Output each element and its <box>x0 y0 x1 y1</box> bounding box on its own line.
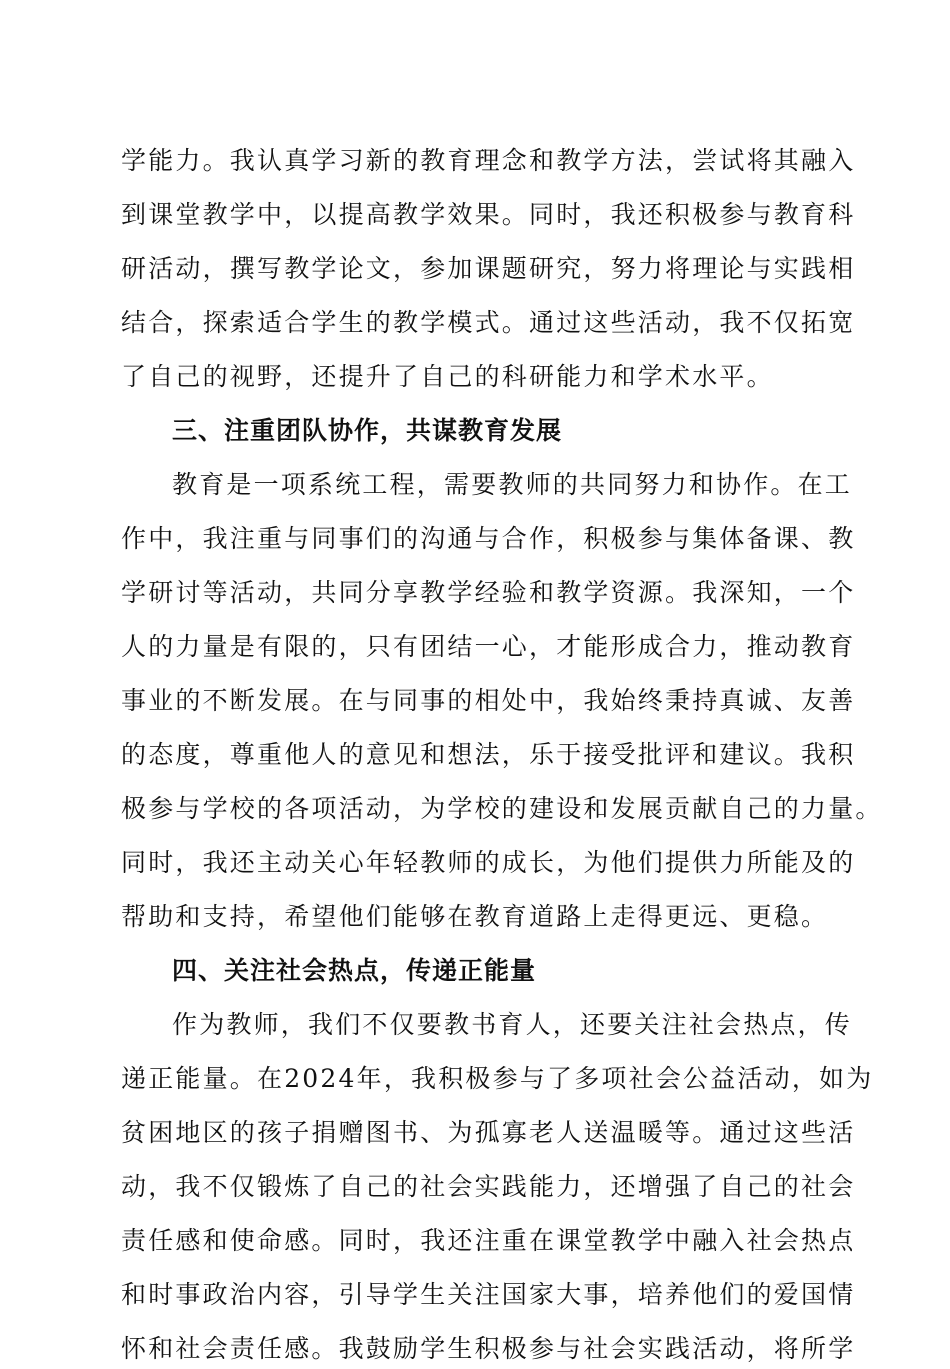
paragraph-line: 的态度，尊重他人的意见和想法，乐于接受批评和建议。我积 <box>121 740 856 769</box>
paragraph-line: 怀和社会责任感。我鼓励学生积极参与社会实践活动，将所学 <box>121 1334 856 1363</box>
paragraph-line: 事业的不断发展。在与同事的相处中，我始终秉持真诚、友善 <box>121 686 856 715</box>
paragraph-line: 教育是一项系统工程，需要教师的共同努力和协作。在工 <box>172 470 853 499</box>
paragraph-line: 学研讨等活动，共同分享教学经验和教学资源。我深知，一个 <box>121 578 856 607</box>
paragraph-line: 同时，我还主动关心年轻教师的成长，为他们提供力所能及的 <box>121 848 856 877</box>
paragraph-line: 研活动，撰写教学论文，参加课题研究，努力将理论与实践相 <box>121 254 856 283</box>
paragraph-line: 了自己的视野，还提升了自己的科研能力和学术水平。 <box>121 362 774 391</box>
paragraph-line: 和时事政治内容，引导学生关注国家大事，培养他们的爱国情 <box>121 1280 856 1309</box>
paragraph-line: 极参与学校的各项活动，为学校的建设和发展贡献自己的力量。 <box>121 794 883 823</box>
paragraph-line: 责任感和使命感。同时，我还注重在课堂教学中融入社会热点 <box>121 1226 856 1255</box>
section-heading: 三、注重团队协作，共谋教育发展 <box>172 416 563 445</box>
paragraph-line: 到课堂教学中，以提高教学效果。同时，我还积极参与教育科 <box>121 200 856 229</box>
paragraph-line: 结合，探索适合学生的教学模式。通过这些活动，我不仅拓宽 <box>121 308 856 337</box>
paragraph-line: 学能力。我认真学习新的教育理念和教学方法，尝试将其融入 <box>121 146 856 175</box>
paragraph-line: 动，我不仅锻炼了自己的社会实践能力，还增强了自己的社会 <box>121 1172 856 1201</box>
section-heading: 四、关注社会热点，传递正能量 <box>172 956 537 985</box>
paragraph-line: 递正能量。在2024年，我积极参与了多项社会公益活动，如为 <box>121 1064 874 1093</box>
paragraph-line: 作为教师，我们不仅要教书育人，还要关注社会热点，传 <box>172 1010 853 1039</box>
paragraph-line: 作中，我注重与同事们的沟通与合作，积极参与集体备课、教 <box>121 524 856 553</box>
paragraph-line: 贫困地区的孩子捐赠图书、为孤寡老人送温暖等。通过这些活 <box>121 1118 856 1147</box>
paragraph-line: 人的力量是有限的，只有团结一心，才能形成合力，推动教育 <box>121 632 856 661</box>
paragraph-line: 帮助和支持，希望他们能够在教育道路上走得更远、更稳。 <box>121 902 829 931</box>
